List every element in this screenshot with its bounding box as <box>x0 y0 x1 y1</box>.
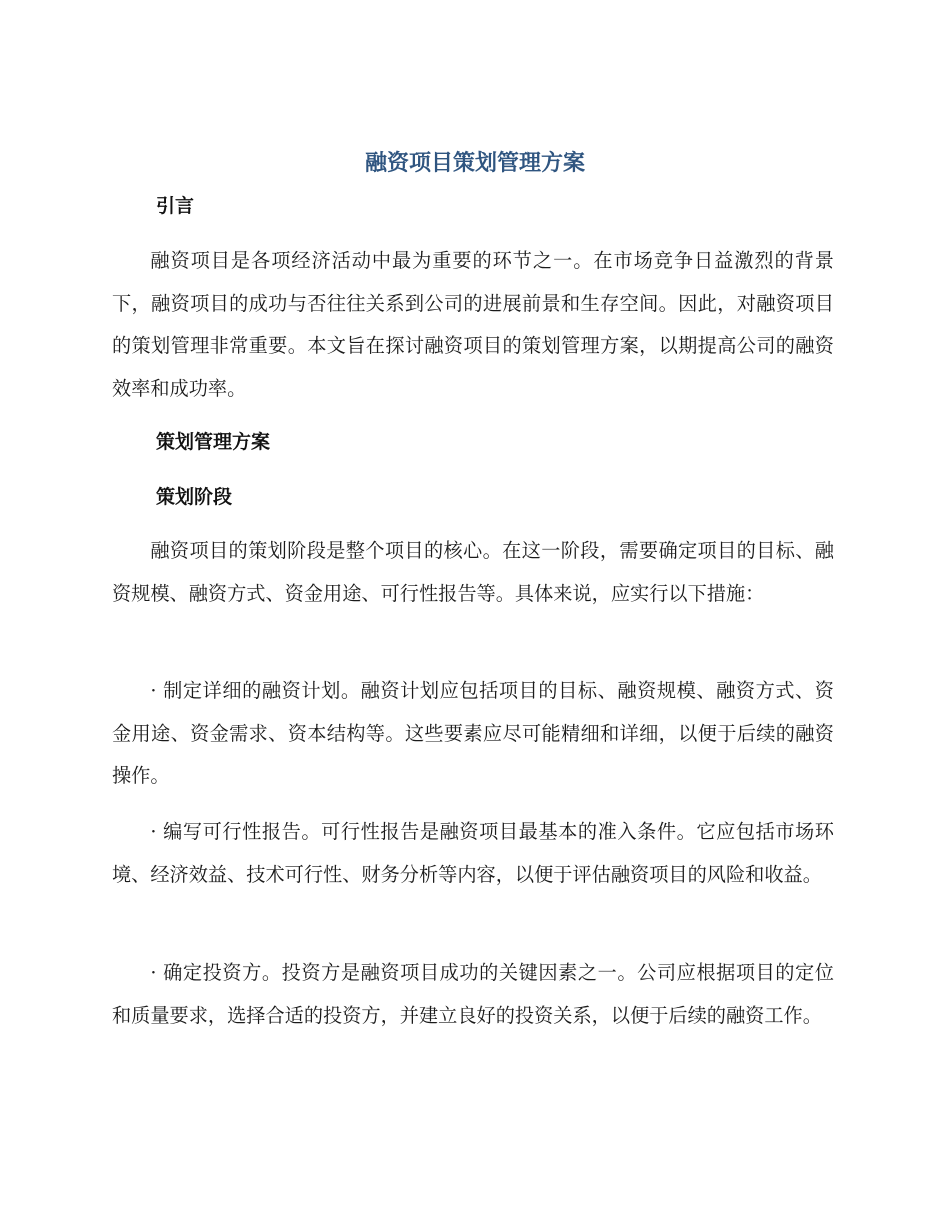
document-title: 融资项目策划管理方案 <box>364 151 585 176</box>
bullet-item-feasibility-report: · 编写可行性报告。可行性报告是融资项目最基本的准入条件。它应包括市场环境、经济效益、技术可行性、财务分析等内容，以便于评估融资项目的风险和收益。 <box>112 820 834 886</box>
bullet-item-investor-selection: · 确定投资方。投资方是融资项目成功的关键因素之一。公司应根据项目的定位和质量要求，选择合适的投资方，并建立良好的投资关系，以便于后续的融资工作。 <box>112 961 834 1027</box>
section-heading-plan: 策划管理方案 <box>156 431 271 453</box>
section-heading-planning-stage: 策划阶段 <box>156 486 233 508</box>
bullet-item-financing-plan: · 制定详细的融资计划。融资计划应包括项目的目标、融资规模、融资方式、资金用途、资金需求、资本结构等。这些要素应尽可能精细和详细，以便于后续的融资操作。 <box>112 679 834 787</box>
planning-stage-paragraph: 融资项目的策划阶段是整个项目的核心。在这一阶段，需要确定项目的目标、融资规模、融资方式、资金用途、可行性报告等。具体来说，应实行以下措施： <box>112 539 834 605</box>
section-heading-introduction: 引言 <box>156 195 195 217</box>
intro-paragraph: 融资项目是各项经济活动中最为重要的环节之一。在市场竞争日益激烈的背景下，融资项目的成功与否往往关系到公司的进展前景和生存空间。因此，对融资项目的策划管理非常重要。本文旨在探讨融资项目的策划管理方案，以期提高公司的融资效率和成功率。 <box>112 249 834 400</box>
